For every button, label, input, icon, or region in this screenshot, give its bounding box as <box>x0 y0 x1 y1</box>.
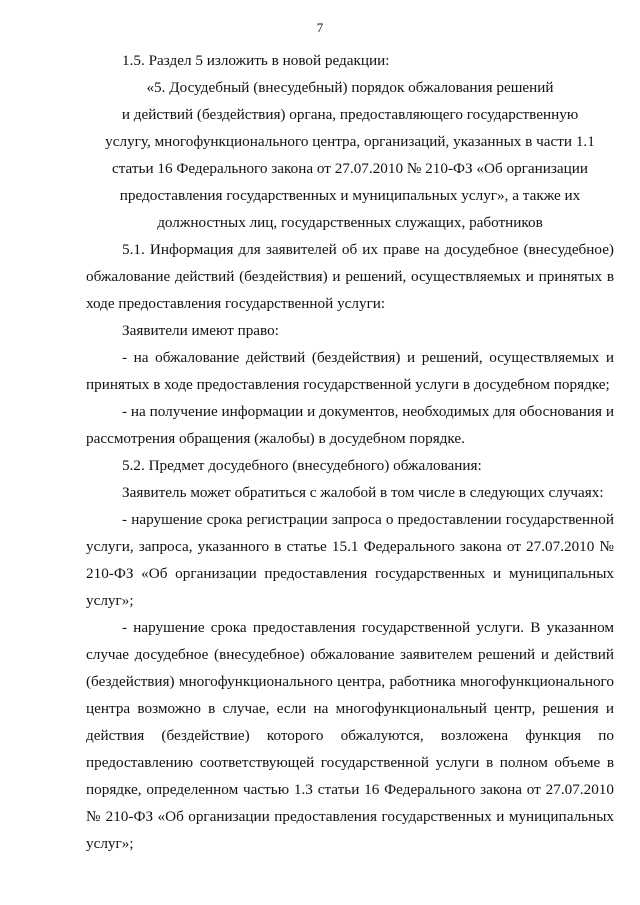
page-number: 7 <box>316 20 324 35</box>
list-item: - нарушение срока предоставления государственной услуги. В указанном случае досудебное (внесудебное) обжалование заявителем решений и действий (бездействия) многофункционального центра, работника многофункционального центра возможно в случае, если на многофункциональный центр, решения и действия (бездействие) которого обжалуются, возложена функция по предоставлению соответствующей государственной услуги в полном объеме в порядке, определенном частью 1.3 статьи 16 Федерального закона от 27.07.2010 № 210-ФЗ «Об организации предоставления государственных и муниципальных услуг»; <box>86 619 614 852</box>
heading-line: «5. Досудебный (внесудебный) порядок обжалования решений <box>146 79 554 96</box>
heading-line: предоставления государственных и муниципальных услуг», а также их <box>119 187 581 204</box>
paragraph-5-1: 5.1. Информация для заявителей об их праве на досудебное (внесудебное) обжалование действий (бездействия) и решений, осуществляемых и принятых в ходе предоставления государственной услуги: <box>86 241 614 312</box>
heading-line: и действий (бездействия) органа, предоставляющего государственную <box>121 106 579 123</box>
complaint-cases: Заявитель может обратиться с жалобой в том числе в следующих случаях: <box>122 484 604 501</box>
document-body <box>86 47 614 857</box>
list-item: - на получение информации и документов, необходимых для обоснования и рассмотрения обращения (жалобы) в досудебном порядке. <box>86 403 614 447</box>
applicants-rights: Заявители имеют право: <box>122 322 279 339</box>
section-heading <box>86 74 614 236</box>
intro-paragraph: 1.5. Раздел 5 изложить в новой редакции: <box>122 52 390 69</box>
heading-line: должностных лиц, государственных служащих, работников <box>157 214 543 231</box>
heading-line: статьи 16 Федерального закона от 27.07.2010 № 210-ФЗ «Об организации <box>111 160 589 177</box>
list-item: - на обжалование действий (бездействия) и решений, осуществляемых и принятых в ходе предоставления государственной услуги в досудебном порядке; <box>86 349 614 393</box>
paragraph-5-2: 5.2. Предмет досудебного (внесудебного) обжалования: <box>122 457 482 474</box>
heading-line: услугу, многофункционального центра, организаций, указанных в части 1.1 <box>105 133 595 150</box>
list-item: - нарушение срока регистрации запроса о предоставлении государственной услуги, запроса, указанного в статье 15.1 Федерального закона от 27.07.2010 № 210-ФЗ «Об организации предоставления государственных и муниципальных услуг»; <box>86 511 614 609</box>
